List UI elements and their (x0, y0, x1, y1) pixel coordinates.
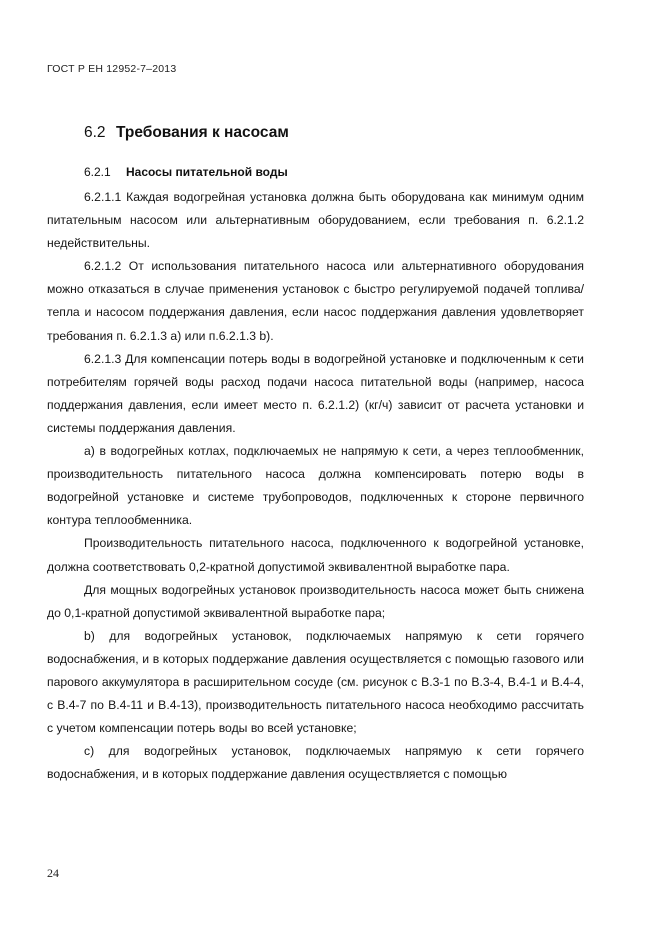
paragraph: Для мощных водогрейных установок производительность насоса может быть снижена до 0,1-кратной допустимой эквивалентной выработке пара; (47, 582, 584, 620)
subsection-heading (84, 165, 288, 179)
section-title: Требования к насосам (116, 124, 289, 141)
section-number: 6.2 (84, 124, 106, 141)
document-header: ГОСТ Р ЕН 12952-7–2013 (47, 63, 177, 75)
paragraph: 6.2.1.2 От использования питательного насоса или альтернативного оборудования можно отказаться в случае применения установок с быстро регулируемой подачей топлива/тепла и насосом поддержания давления, если насос поддержания давления удовлетворяет требования п. 6.2.1.3 a) или п.6.2.1.3 b). (47, 259, 584, 343)
section-heading (84, 124, 289, 142)
paragraph: 6.2.1.3 Для компенсации потерь воды в водогрейной установке и подключенным к сети потребителям горячей воды расход подачи насоса питательной воды (например, насоса поддержания давления, если имеет место п. 6.2.1.2) (кг/ч) зависит от расчета установки и системы поддержания давления. (47, 351, 584, 435)
body-text (47, 186, 584, 786)
subsection-number: 6.2.1 (84, 165, 111, 179)
paragraph: c) для водогрейных установок, подключаемых напрямую к сети горячего водоснабжения, и в которых поддержание давления осуществляется с помощью (47, 744, 584, 782)
subsection-title: Насосы питательной воды (126, 165, 288, 179)
paragraph: b) для водогрейных установок, подключаемых напрямую к сети горячего водоснабжения, и в которых поддержание давления осуществляется с помощью газового или парового аккумулятора в расширительном сосуде (см. рисунок с В.3-1 по В.3-4, В.4-1 и В.4-4, с В.4-7 по В.4-11 и В.4-13), производительность питательного насоса необходимо рассчитать с учетом компенсации потерь воды во всей установке; (47, 628, 584, 736)
paragraph: 6.2.1.1 Каждая водогрейная установка должна быть оборудована как минимум одним питательным насосом или альтернативным оборудованием, если требования п. 6.2.1.2 недействительны. (47, 190, 584, 251)
paragraph: Производительность питательного насоса, подключенного к водогрейной установке, должна соответствовать 0,2-кратной допустимой эквивалентной выработке пара. (47, 536, 584, 574)
page-number: 24 (47, 866, 59, 880)
paragraph: a) в водогрейных котлах, подключаемых не напрямую к сети, а через теплообменник, производительность питательного насоса должна компенсировать потерю воды в водогрейной установке и системе трубопроводов, подключенных к стороне первичного контура теплообменника. (47, 444, 584, 528)
